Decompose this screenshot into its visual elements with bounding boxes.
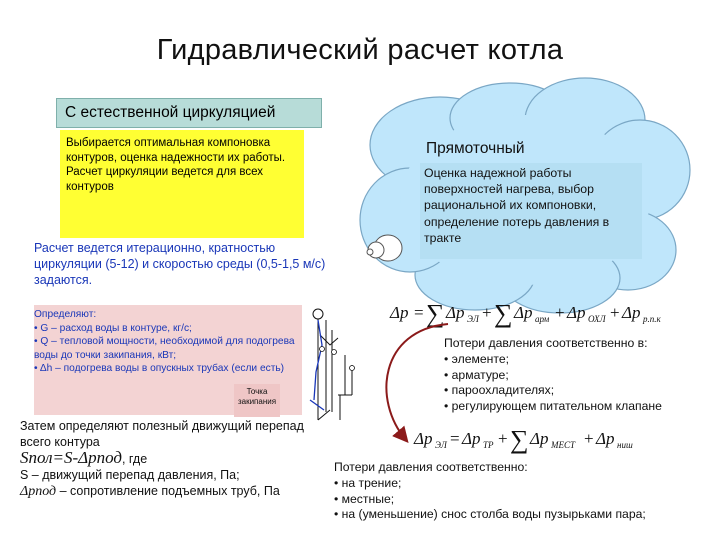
svg-text:+: + <box>482 303 492 322</box>
boiling-point-label: Точка закипания <box>234 384 280 417</box>
svg-text:=: = <box>450 429 460 448</box>
defines-head: Определяют: <box>34 309 97 320</box>
svg-text:+: + <box>584 429 594 448</box>
page-title: Гидравлический расчет котла <box>156 34 564 66</box>
useful-head-formula <box>20 450 320 467</box>
dp-description: – сопротивление подъемных труб, Па <box>56 484 280 498</box>
definition-dp <box>20 483 320 500</box>
once-through-title: Прямоточный <box>426 140 525 157</box>
losses-by-component <box>444 336 714 415</box>
svg-text:Δp: Δp <box>596 429 615 448</box>
dp-symbol: Δpпод <box>20 484 57 499</box>
losses-1-item: • арматуре; <box>444 367 509 382</box>
link-arrow <box>386 324 448 440</box>
svg-text:арм: арм <box>535 314 550 324</box>
svg-text:Δp: Δp <box>414 429 433 448</box>
svg-text:+: + <box>610 303 620 322</box>
formula-total-loss <box>389 299 662 328</box>
svg-text:ЭЛ: ЭЛ <box>467 314 479 324</box>
formula-element-loss <box>413 425 633 454</box>
svg-text:ТР: ТР <box>483 440 494 450</box>
losses-1-item: • пароохладителях; <box>444 383 555 398</box>
svg-text:Δp: Δp <box>622 303 641 322</box>
svg-text:∑: ∑ <box>494 299 513 328</box>
schematic-flow-lines <box>310 320 324 410</box>
formula-s-useful: Sпол=S-Δpпод <box>20 448 122 467</box>
svg-text:Δp: Δp <box>530 429 549 448</box>
definition-s: S – движущий перепад давления, Па; <box>20 468 240 482</box>
useful-head-section <box>20 418 320 500</box>
svg-text:Δp: Δp <box>462 429 481 448</box>
losses-2-item: • на (уменьшение) снос столба воды пузырьками пара; <box>334 507 646 522</box>
svg-text:Δp: Δp <box>567 303 586 322</box>
svg-text:+: + <box>555 303 565 322</box>
svg-text:Δp: Δp <box>446 303 465 322</box>
natural-circulation-description: Выбирается оптимальная компоновка контуров, оценка надежности их работы. Расчет циркуляции ведется для всех контуров <box>60 130 304 238</box>
losses-2-item: • местные; <box>334 491 395 506</box>
svg-text:∑: ∑ <box>510 425 529 454</box>
once-through-description: Оценка надежной работы поверхностей нагрева, выбор рациональной их компоновки, определение потерь давления в тракте <box>420 163 642 259</box>
schematic-nodes <box>320 347 355 371</box>
defines-list <box>34 308 304 376</box>
losses-1-head: Потери давления соответственно в: <box>444 336 648 350</box>
defines-item: • Δh – подогрева воды в опускных трубах (если есть) <box>34 363 285 375</box>
defines-item: • G – расход воды в контуре, кг/с; <box>34 322 192 334</box>
svg-text:=: = <box>414 303 424 322</box>
losses-2-head: Потери давления соответственно: <box>334 460 528 474</box>
svg-text:МЕСТ: МЕСТ <box>551 440 576 450</box>
natural-circulation-header: С естественной циркуляцией <box>56 98 322 128</box>
losses-by-type <box>334 460 714 523</box>
losses-1-item: • регулирующем питательном клапане <box>444 399 662 414</box>
formula-suffix: , где <box>121 452 148 466</box>
iteration-note: Расчет ведется итерационно, кратностью циркуляции (5-12) и скоростью среды (0,5-1,5 м/с) задаются. <box>34 241 326 287</box>
svg-text:+: + <box>498 429 508 448</box>
losses-2-item: • на трение; <box>334 475 402 490</box>
losses-1-item: • элементе; <box>444 351 509 366</box>
svg-text:ОХЛ: ОХЛ <box>588 314 606 324</box>
svg-text:ЭЛ: ЭЛ <box>435 440 447 450</box>
svg-text:р.п.к: р.п.к <box>643 314 661 324</box>
svg-text:∑: ∑ <box>426 299 445 328</box>
svg-text:Δp: Δp <box>514 303 533 322</box>
defines-item: • Q – тепловой мощности, необходимой для подогрева воды до точки закипания, кВт; <box>34 336 295 361</box>
useful-head-intro: Затем определяют полезный движущий перепад всего контура <box>20 419 304 449</box>
svg-text:ниш: ниш <box>617 440 633 450</box>
svg-text:Δp: Δp <box>390 303 409 322</box>
